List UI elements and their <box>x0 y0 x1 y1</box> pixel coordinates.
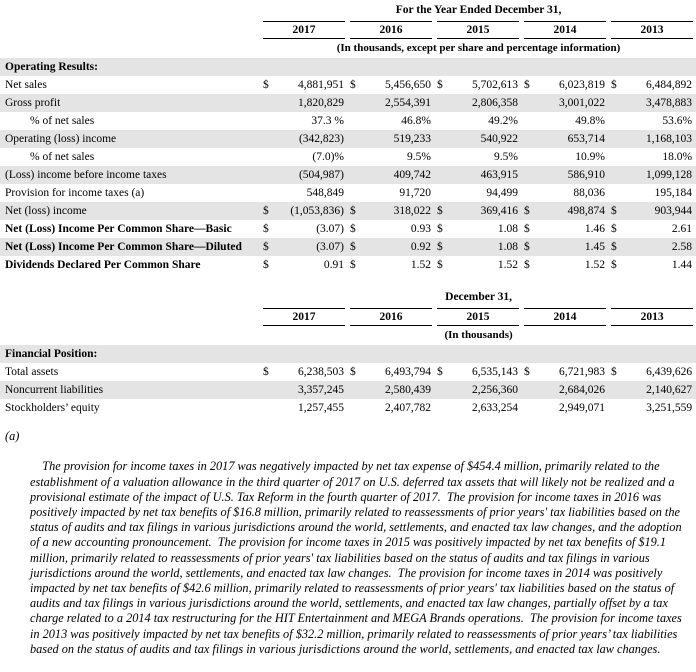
table-row <box>0 130 696 148</box>
spacer-cell <box>0 39 261 58</box>
value-cell: 18.0% <box>662 151 693 163</box>
spacer-cell <box>0 291 261 306</box>
dollar-sign: $ <box>350 223 356 235</box>
value-cell: 2,554,391 <box>364 94 435 112</box>
dollar-sign: $ <box>524 223 530 235</box>
year-column-header: 2017 <box>261 22 348 39</box>
dollar-sign: $ <box>261 202 277 220</box>
row-label: Gross profit <box>0 94 261 112</box>
dollar-sign: $ <box>263 223 269 235</box>
dollar-sign: $ <box>437 223 443 235</box>
value-cell: 1,168,103 <box>625 130 696 148</box>
value-cell: 0.93 <box>410 223 431 235</box>
value-cell: 318,022 <box>364 202 435 220</box>
dollar-sign: $ <box>435 238 451 256</box>
section-label: Operating Results: <box>0 58 696 76</box>
currency-cell <box>348 94 364 112</box>
value-cell: 2,140,627 <box>625 381 696 399</box>
value-cell: 6,721,983 <box>559 366 605 378</box>
value-cell: (504,987) <box>277 166 348 184</box>
value-cell: 2,407,782 <box>385 402 431 414</box>
currency-cell <box>609 381 625 399</box>
value-cell: 6,493,794 <box>385 366 431 378</box>
value-cell: (3.07) <box>277 238 348 256</box>
year-column-header: 2017 <box>261 309 348 326</box>
section-header-row <box>0 58 696 76</box>
table-row <box>0 238 696 256</box>
value-cell: 5,456,650 <box>385 79 431 91</box>
currency-cell <box>261 112 277 130</box>
financial-position-table <box>0 291 696 417</box>
currency-cell <box>435 112 451 130</box>
value-cell: 0.91 <box>323 259 344 271</box>
value-cell: 2,256,360 <box>451 381 522 399</box>
currency-cell <box>348 166 364 184</box>
currency-cell <box>261 381 277 399</box>
value-cell: 10.9% <box>575 151 605 163</box>
value-cell: 6,484,892 <box>646 79 693 91</box>
footnote-a <box>0 429 696 672</box>
year-column-header: 2014 <box>522 309 609 326</box>
value-cell: 88,036 <box>573 187 605 199</box>
year-column-header: 2016 <box>348 22 435 39</box>
value-cell: 6,238,503 <box>298 366 344 378</box>
row-label: Dividends Declared Per Common Share <box>5 259 201 271</box>
table-row <box>0 220 696 238</box>
year-column-header: 2016 <box>348 309 435 326</box>
value-cell: 9.5% <box>494 151 518 163</box>
value-cell: 2,806,358 <box>451 94 522 112</box>
value-cell: 540,922 <box>451 130 522 148</box>
value-cell: 1.08 <box>497 223 518 235</box>
currency-cell <box>522 184 538 202</box>
currency-cell <box>435 166 451 184</box>
currency-cell <box>261 94 277 112</box>
dollar-sign: $ <box>350 79 356 91</box>
row-label: Net (Loss) Income Per Common Share—Diluted <box>0 238 261 256</box>
year-header-row <box>0 309 696 326</box>
currency-cell <box>522 94 538 112</box>
row-label: Total assets <box>5 366 59 378</box>
table-units-note: (In thousands, except per share and percentage information) <box>336 42 621 54</box>
row-label: Operating (loss) income <box>0 130 261 148</box>
value-cell: 1.44 <box>671 259 693 271</box>
table-row <box>0 399 696 417</box>
dollar-sign: $ <box>524 79 530 91</box>
value-cell: 2,684,026 <box>538 381 609 399</box>
dollar-sign: $ <box>522 202 538 220</box>
table-gap <box>0 274 696 291</box>
table-title: For the Year Ended December 31, <box>395 4 562 16</box>
currency-cell <box>435 184 451 202</box>
year-column-header: 2013 <box>609 309 696 326</box>
value-cell: 1,257,455 <box>298 402 344 414</box>
value-cell: 1.46 <box>584 223 605 235</box>
value-cell: 4,881,951 <box>298 79 344 91</box>
currency-cell <box>348 130 364 148</box>
row-label: % of net sales <box>30 151 95 163</box>
value-cell: 1.52 <box>410 259 431 271</box>
row-label: (Loss) income before income taxes <box>0 166 261 184</box>
value-cell: 903,944 <box>625 202 696 220</box>
value-cell: (342,823) <box>277 130 348 148</box>
table-row <box>0 381 696 399</box>
value-cell: 49.8% <box>575 115 605 127</box>
spacer-cell <box>0 326 261 345</box>
value-cell: 53.6% <box>662 115 693 127</box>
table-row <box>0 112 696 130</box>
currency-cell <box>522 166 538 184</box>
value-cell: 46.8% <box>401 115 431 127</box>
dollar-sign: $ <box>350 366 356 378</box>
table-row <box>0 76 696 94</box>
table-row <box>0 202 696 220</box>
value-cell: 2.58 <box>625 238 696 256</box>
currency-cell <box>261 184 277 202</box>
currency-cell <box>609 399 625 417</box>
currency-cell <box>609 166 625 184</box>
dollar-sign: $ <box>435 202 451 220</box>
currency-cell <box>435 148 451 166</box>
dollar-sign: $ <box>263 259 269 271</box>
dollar-sign: $ <box>522 238 538 256</box>
value-cell: 3,001,022 <box>538 94 609 112</box>
currency-cell <box>261 130 277 148</box>
row-label: Net sales <box>5 79 47 91</box>
value-cell: 9.5% <box>407 151 431 163</box>
currency-cell <box>522 130 538 148</box>
currency-cell <box>522 112 538 130</box>
currency-cell <box>348 399 364 417</box>
table-row <box>0 94 696 112</box>
value-cell: 91,720 <box>399 187 431 199</box>
dollar-sign: $ <box>261 238 277 256</box>
value-cell: 37.3 % <box>311 115 344 127</box>
currency-cell <box>435 94 451 112</box>
year-column-header: 2014 <box>522 22 609 39</box>
value-cell: 586,910 <box>538 166 609 184</box>
value-cell: 6,023,819 <box>559 79 605 91</box>
currency-cell <box>348 381 364 399</box>
row-label: % of net sales <box>30 115 95 127</box>
value-cell: 195,184 <box>654 187 693 199</box>
year-header-row <box>0 22 696 39</box>
currency-cell <box>435 399 451 417</box>
value-cell: 1.08 <box>451 238 522 256</box>
spacer-cell <box>0 4 261 19</box>
dollar-sign: $ <box>611 366 617 378</box>
currency-cell <box>609 184 625 202</box>
value-cell: 653,714 <box>538 130 609 148</box>
value-cell: 369,416 <box>451 202 522 220</box>
dollar-sign: $ <box>524 366 530 378</box>
currency-cell <box>348 112 364 130</box>
currency-cell <box>609 94 625 112</box>
footnote-marker: (a) <box>5 429 20 443</box>
value-cell: (7.0)% <box>312 151 344 163</box>
value-cell: 548,849 <box>306 187 344 199</box>
value-cell: 3,357,245 <box>277 381 348 399</box>
dollar-sign: $ <box>437 79 443 91</box>
value-cell: 3,251,559 <box>646 402 693 414</box>
value-cell: 5,702,613 <box>472 79 518 91</box>
currency-cell <box>261 148 277 166</box>
table-row <box>0 363 696 381</box>
dollar-sign: $ <box>348 238 364 256</box>
section-label: Financial Position: <box>0 345 696 363</box>
table-row <box>0 148 696 166</box>
value-cell: 94,499 <box>486 187 518 199</box>
dollar-sign: $ <box>611 259 617 271</box>
currency-cell <box>261 166 277 184</box>
table-header-row <box>0 291 696 306</box>
currency-cell <box>348 184 364 202</box>
section-header-row <box>0 345 696 363</box>
value-cell: 1.45 <box>538 238 609 256</box>
value-cell: 6,439,626 <box>646 366 693 378</box>
dollar-sign: $ <box>524 259 530 271</box>
currency-cell <box>609 130 625 148</box>
value-cell: 519,233 <box>364 130 435 148</box>
value-cell: 498,874 <box>538 202 609 220</box>
spacer-cell <box>0 309 261 326</box>
row-label: Noncurrent liabilities <box>0 381 261 399</box>
currency-cell <box>609 112 625 130</box>
value-cell: 2,633,254 <box>472 402 518 414</box>
footnote-text: The provision for income taxes in 2017 was negatively impacted by net tax expense of $454.4 million, primarily related to the establishment of a valuation allowance in the third quarter of 2017 on U.S. deferred tax assets that will likely not be realized and a provisional estimate of the impact of U.S. Tax Reform in the fourth quarter of 2017. The provision for income taxes in 2016 was positively impacted by net tax benefits of $16.8 million, primarily related to reassessments of prior years' tax liabilities based on the status of audits and tax filings in various jurisdictions around the world, settlements, and enacted tax law changes, and the adoption of a new accounting pronouncement. The provision for income taxes in 2015 was positively impacted by net tax benefits of $19.1 million, primarily related to reassessments of prior years' tax liabilities based on the status of audits and tax filings in various jurisdictions around the world, settlements, and enacted tax law changes. The provision for income taxes in 2014 was positively impacted by net tax benefits of $42.6 million, primarily related to reassessments of prior years' tax liabilities based on the status of audits and tax filings in various jurisdictions around the world, settlements, and enacted tax law changes, partially offset by a tax charge related to a 2014 tax restructuring for the HIT Entertainment and MEGA Brands operations. The provision for income taxes in 2013 was positively impacted by net tax benefits of $32.2 million, primarily related to reassessments of prior years’ tax liabilities based on the status of audits and tax filings in various jurisdictions around the world, settlements, and enacted tax law changes. <box>30 459 685 656</box>
dollar-sign: $ <box>437 366 443 378</box>
currency-cell <box>261 399 277 417</box>
value-cell: 3,478,883 <box>625 94 696 112</box>
currency-cell <box>435 381 451 399</box>
value-cell: 409,742 <box>364 166 435 184</box>
row-label: Stockholders’ equity <box>5 402 100 414</box>
dollar-sign: $ <box>263 366 269 378</box>
table-units-note: (In thousands) <box>444 329 513 341</box>
dollar-sign: $ <box>348 202 364 220</box>
value-cell: 6,535,143 <box>472 366 518 378</box>
year-column-header: 2013 <box>609 22 696 39</box>
value-cell: 2.61 <box>671 223 693 235</box>
table-row <box>0 256 696 274</box>
table-header-row <box>0 4 696 19</box>
spacer-cell <box>0 22 261 39</box>
currency-cell <box>522 399 538 417</box>
dollar-sign: $ <box>611 223 617 235</box>
dollar-sign: $ <box>609 238 625 256</box>
value-cell: 1,820,829 <box>277 94 348 112</box>
value-cell: 49.2% <box>488 115 518 127</box>
row-label: Net (loss) income <box>0 202 261 220</box>
row-label: Net (Loss) Income Per Common Share—Basic <box>5 223 232 235</box>
year-column-header: 2015 <box>435 22 522 39</box>
value-cell: 0.92 <box>364 238 435 256</box>
value-cell: 1.52 <box>584 259 605 271</box>
units-note-row <box>0 326 696 345</box>
value-cell: 2,949,071 <box>559 402 605 414</box>
dollar-sign: $ <box>263 79 269 91</box>
year-column-header: 2015 <box>435 309 522 326</box>
currency-cell <box>609 148 625 166</box>
value-cell: (1,053,836) <box>277 202 348 220</box>
units-note-row <box>0 39 696 58</box>
value-cell: 2,580,439 <box>364 381 435 399</box>
dollar-sign: $ <box>611 79 617 91</box>
currency-cell <box>522 381 538 399</box>
value-cell: 1,099,128 <box>625 166 696 184</box>
dollar-sign: $ <box>609 202 625 220</box>
operating-results-table <box>0 4 696 274</box>
row-label: Provision for income taxes (a) <box>5 187 145 199</box>
value-cell: (3.07) <box>316 223 344 235</box>
currency-cell <box>522 148 538 166</box>
value-cell: 463,915 <box>451 166 522 184</box>
table-row <box>0 166 696 184</box>
table-title: December 31, <box>445 291 512 303</box>
dollar-sign: $ <box>437 259 443 271</box>
currency-cell <box>435 130 451 148</box>
table-row <box>0 184 696 202</box>
value-cell: 1.52 <box>497 259 518 271</box>
currency-cell <box>348 148 364 166</box>
dollar-sign: $ <box>350 259 356 271</box>
